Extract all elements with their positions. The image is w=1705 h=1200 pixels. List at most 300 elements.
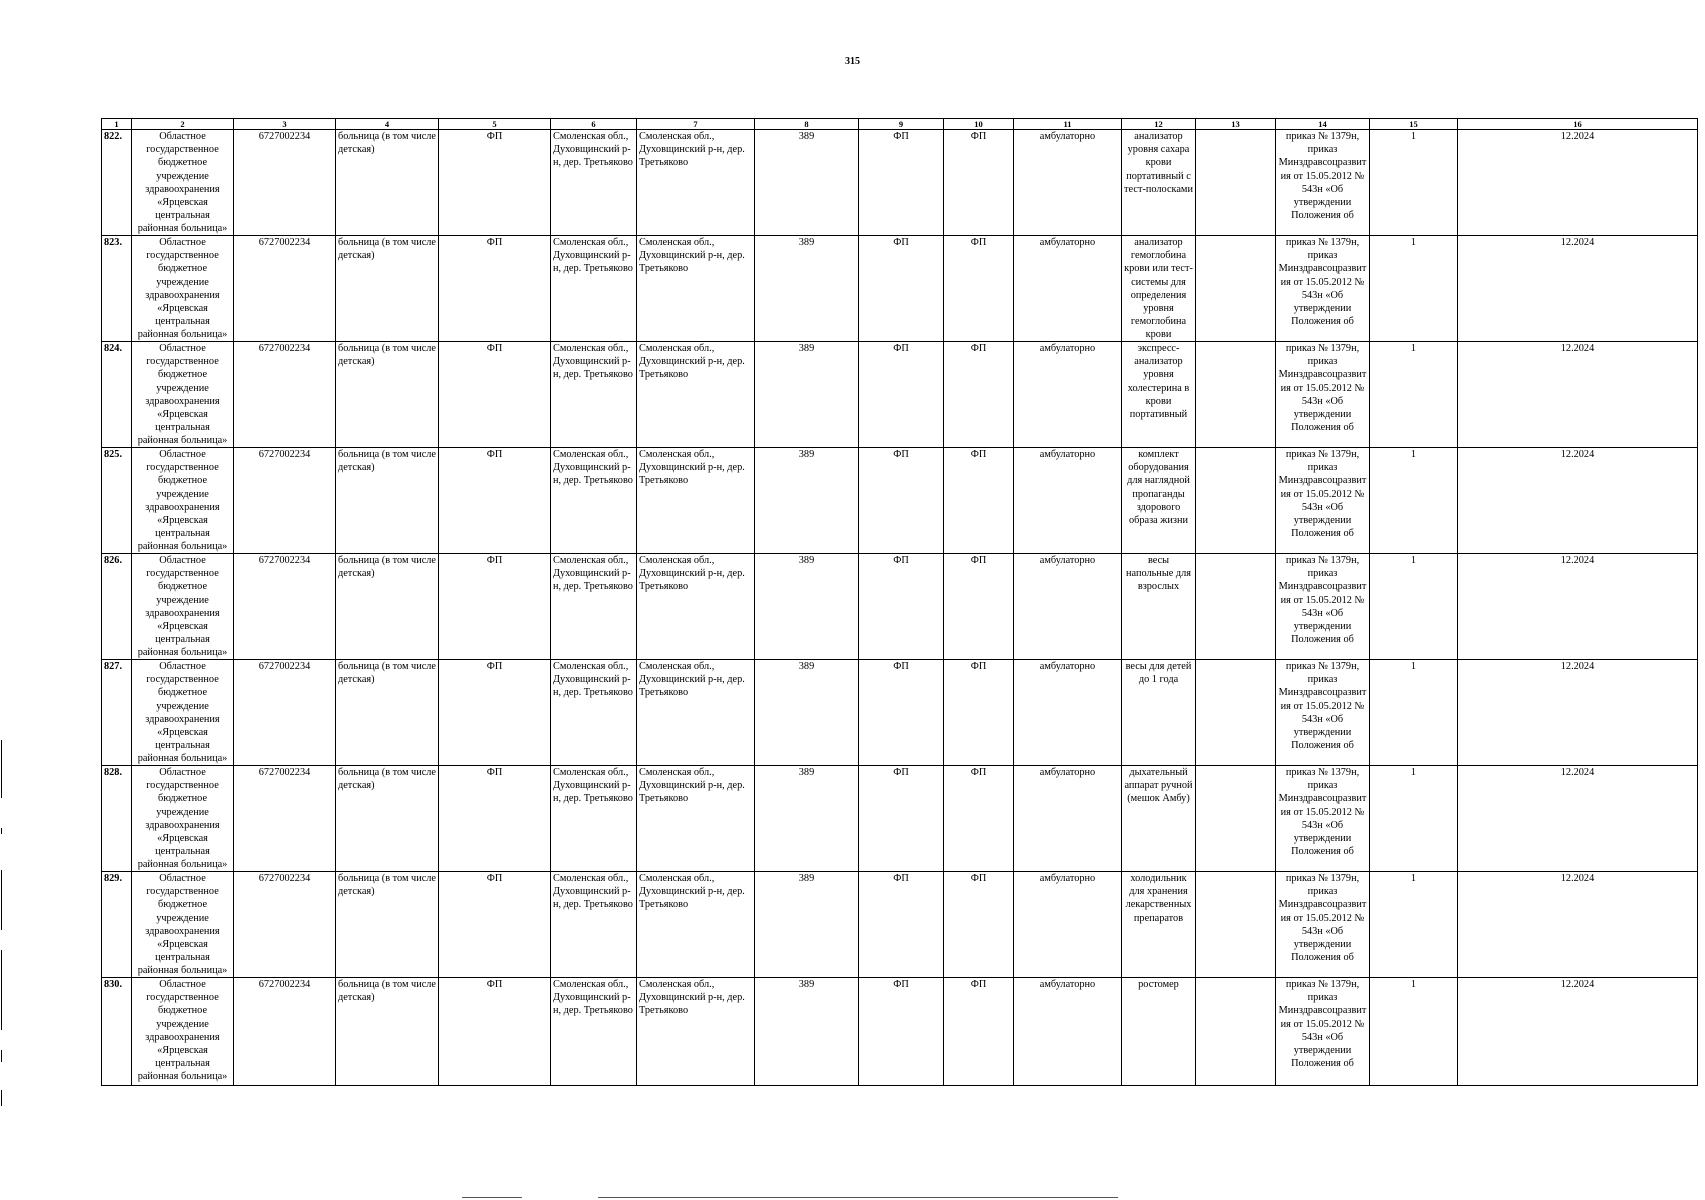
subdivision-kind-cell <box>944 236 1014 342</box>
row-number: 825. <box>104 449 123 460</box>
deadline-date: 12.2024 <box>1560 343 1595 354</box>
care-conditions-cell <box>1014 448 1122 554</box>
legal-address-cell <box>551 978 637 1086</box>
organization-name-cell <box>132 236 234 342</box>
order-reference-cell <box>1276 342 1370 448</box>
deadline-date-cell <box>1458 978 1698 1086</box>
column-header: 4 <box>336 119 439 130</box>
quantity-cell <box>1370 448 1458 554</box>
empty-cell-cell <box>1196 342 1276 448</box>
actual-address-cell <box>637 130 755 236</box>
unit-type: ФП <box>486 343 503 354</box>
subdivision-kind: ФП <box>970 343 987 354</box>
footer-line-right <box>598 1197 1118 1198</box>
column-header: 7 <box>637 119 755 130</box>
subdivision-type: ФП <box>893 661 909 672</box>
empty-cell-cell <box>1196 872 1276 978</box>
equipment-name: дыхательный аппарат ручной (мешок Амбу) <box>1124 767 1193 805</box>
organization-name: Областное государственное бюджетное учреждение здравоохранения «Ярцевская центральная районная больница» <box>137 449 228 552</box>
quantity: 1 <box>1410 237 1417 248</box>
empty-cell <box>1198 872 1273 976</box>
quantity-cell <box>1370 766 1458 872</box>
care-conditions-cell <box>1014 766 1122 872</box>
legal-address-cell <box>551 766 637 872</box>
actual-address: Смоленская обл., Духовщинский р-н, дер. Третьяково <box>639 979 745 1017</box>
deadline-date: 12.2024 <box>1560 661 1595 672</box>
subdivision-kind: ФП <box>970 237 987 248</box>
subdivision-type-cell <box>859 978 944 1086</box>
subdivision-kind-cell <box>944 554 1014 660</box>
equipment-name: комплект оборудования для наглядной пропаганды здорового образа жизни <box>1127 449 1190 527</box>
inn-code-cell <box>234 130 336 236</box>
row-number: 824. <box>104 343 123 354</box>
population-count-cell <box>755 448 859 554</box>
empty-cell-cell <box>1196 978 1276 1086</box>
column-header: 13 <box>1196 119 1276 130</box>
population-count-cell <box>755 978 859 1086</box>
organization-name-cell <box>132 342 234 448</box>
organization-name: Областное государственное бюджетное учреждение здравоохранения «Ярцевская центральная районная больница» <box>137 767 228 870</box>
empty-cell <box>1198 448 1273 552</box>
row-number-cell <box>102 342 132 448</box>
row-number-cell <box>102 766 132 872</box>
equipment-name: весы для детей до 1 года <box>1125 661 1192 686</box>
order-reference: приказ № 1379н, приказ Минздравсоцразвития от 15.05.2012 № 543н «Об утверждении Положения об <box>1278 449 1367 540</box>
deadline-date-cell <box>1458 130 1698 236</box>
facility-type-cell <box>336 236 439 342</box>
legal-address-cell <box>551 872 637 978</box>
quantity-cell <box>1370 660 1458 766</box>
empty-cell <box>1198 978 1273 1082</box>
subdivision-type-cell <box>859 130 944 236</box>
deadline-date: 12.2024 <box>1560 237 1595 248</box>
organization-name: Областное государственное бюджетное учреждение здравоохранения «Ярцевская центральная районная больница» <box>137 873 228 976</box>
equipment-name: ростомер <box>1138 979 1179 990</box>
equipment-name-cell <box>1122 766 1196 872</box>
deadline-date-cell <box>1458 872 1698 978</box>
population-count-cell <box>755 660 859 766</box>
facility-type-cell <box>336 130 439 236</box>
facility-type: больница (в том числе детская) <box>338 555 436 580</box>
quantity-cell <box>1370 872 1458 978</box>
facility-type: больница (в том числе детская) <box>338 873 436 898</box>
table-row <box>102 660 1698 766</box>
equipment-name-cell <box>1122 130 1196 236</box>
unit-type-cell <box>439 660 551 766</box>
population-count: 389 <box>798 237 815 248</box>
inn-code-cell <box>234 554 336 660</box>
population-count: 389 <box>798 555 815 566</box>
order-reference: приказ № 1379н, приказ Минздравсоцразвития от 15.05.2012 № 543н «Об утверждении Положения об <box>1278 237 1367 328</box>
empty-cell <box>1198 130 1273 234</box>
quantity-cell <box>1370 978 1458 1086</box>
empty-cell-cell <box>1196 554 1276 660</box>
organization-name-cell <box>132 872 234 978</box>
organization-name-cell <box>132 766 234 872</box>
deadline-date: 12.2024 <box>1560 131 1595 142</box>
order-reference: приказ № 1379н, приказ Минздравсоцразвития от 15.05.2012 № 543н «Об утверждении Положения об <box>1278 555 1367 646</box>
equipment-name-cell <box>1122 978 1196 1086</box>
subdivision-type-cell <box>859 448 944 554</box>
subdivision-kind: ФП <box>970 767 987 778</box>
facility-type-cell <box>336 342 439 448</box>
deadline-date-cell <box>1458 766 1698 872</box>
inn-code: 6727002234 <box>258 449 311 460</box>
column-header: 10 <box>944 119 1014 130</box>
actual-address-cell <box>637 872 755 978</box>
facility-type-cell <box>336 872 439 978</box>
legal-address: Смоленская обл., Духовщинский р-н, дер. Третьяково <box>553 767 633 805</box>
table-row <box>102 872 1698 978</box>
facility-type: больница (в том числе детская) <box>338 767 436 792</box>
unit-type: ФП <box>486 767 503 778</box>
column-header: 1 <box>102 119 132 130</box>
order-reference-cell <box>1276 130 1370 236</box>
organization-name-cell <box>132 448 234 554</box>
facility-type: больница (в том числе детская) <box>338 131 436 156</box>
actual-address-cell <box>637 448 755 554</box>
unit-type-cell <box>439 554 551 660</box>
row-number: 826. <box>104 555 123 566</box>
page-number: 315 <box>845 56 860 67</box>
deadline-date: 12.2024 <box>1560 449 1595 460</box>
facility-type-cell <box>336 448 439 554</box>
subdivision-type: ФП <box>893 449 909 460</box>
column-header: 15 <box>1370 119 1458 130</box>
facility-type: больница (в том числе детская) <box>338 343 436 368</box>
equipment-name: анализатор гемоглобина крови или тест-системы для определения уровня гемоглобина крови <box>1124 237 1193 340</box>
organization-name-cell <box>132 554 234 660</box>
table-row <box>102 554 1698 660</box>
organization-name: Областное государственное бюджетное учреждение здравоохранения «Ярцевская центральная районная больница» <box>137 555 228 658</box>
subdivision-type: ФП <box>893 873 909 884</box>
column-header: 12 <box>1122 119 1196 130</box>
equipment-name: анализатор уровня сахара крови портативный с тест-полосками <box>1124 131 1193 195</box>
empty-cell-cell <box>1196 660 1276 766</box>
row-number-cell <box>102 554 132 660</box>
footer-line-left <box>462 1197 522 1198</box>
facility-type: больница (в том числе детская) <box>338 449 436 474</box>
unit-type-cell <box>439 130 551 236</box>
order-reference-cell <box>1276 872 1370 978</box>
subdivision-kind-cell <box>944 130 1014 236</box>
unit-type: ФП <box>486 661 503 672</box>
care-conditions-cell <box>1014 130 1122 236</box>
population-count: 389 <box>798 979 815 990</box>
scan-margin-marks <box>0 740 4 1160</box>
deadline-date-cell <box>1458 660 1698 766</box>
column-header: 5 <box>439 119 551 130</box>
empty-cell <box>1198 554 1273 658</box>
order-reference: приказ № 1379н, приказ Минздравсоцразвития от 15.05.2012 № 543н «Об утверждении Положения об <box>1278 131 1367 222</box>
order-reference: приказ № 1379н, приказ Минздравсоцразвития от 15.05.2012 № 543н «Об утверждении Положения об <box>1278 979 1367 1070</box>
organization-name: Областное государственное бюджетное учреждение здравоохранения «Ярцевская центральная районная больница» <box>137 979 228 1082</box>
quantity: 1 <box>1410 555 1417 566</box>
organization-name-cell <box>132 660 234 766</box>
quantity: 1 <box>1410 661 1417 672</box>
unit-type: ФП <box>486 237 503 248</box>
inn-code: 6727002234 <box>258 131 311 142</box>
order-reference: приказ № 1379н, приказ Минздравсоцразвития от 15.05.2012 № 543н «Об утверждении Положения об <box>1278 873 1367 964</box>
subdivision-kind: ФП <box>970 979 987 990</box>
care-conditions: амбулаторно <box>1039 237 1096 248</box>
order-reference: приказ № 1379н, приказ Минздравсоцразвития от 15.05.2012 № 543н «Об утверждении Положения об <box>1278 343 1367 434</box>
order-reference: приказ № 1379н, приказ Минздравсоцразвития от 15.05.2012 № 543н «Об утверждении Положения об <box>1278 767 1367 858</box>
subdivision-type: ФП <box>893 343 909 354</box>
quantity: 1 <box>1410 767 1417 778</box>
actual-address-cell <box>637 554 755 660</box>
subdivision-kind-cell <box>944 660 1014 766</box>
actual-address: Смоленская обл., Духовщинский р-н, дер. Третьяково <box>639 767 745 805</box>
table-row <box>102 130 1698 236</box>
subdivision-type-cell <box>859 872 944 978</box>
row-number: 828. <box>104 767 123 778</box>
facility-type-cell <box>336 660 439 766</box>
subdivision-kind-cell <box>944 872 1014 978</box>
deadline-date: 12.2024 <box>1560 979 1595 990</box>
empty-cell-cell <box>1196 448 1276 554</box>
care-conditions-cell <box>1014 660 1122 766</box>
legal-address: Смоленская обл., Духовщинский р-н, дер. Третьяково <box>553 661 633 699</box>
row-number-cell <box>102 236 132 342</box>
subdivision-kind-cell <box>944 766 1014 872</box>
facility-type: больница (в том числе детская) <box>338 661 436 686</box>
unit-type: ФП <box>486 873 503 884</box>
legal-address-cell <box>551 448 637 554</box>
actual-address-cell <box>637 660 755 766</box>
row-number-cell <box>102 872 132 978</box>
deadline-date: 12.2024 <box>1560 767 1595 778</box>
legal-address-cell <box>551 236 637 342</box>
order-reference: приказ № 1379н, приказ Минздравсоцразвития от 15.05.2012 № 543н «Об утверждении Положения об <box>1278 661 1367 752</box>
quantity-cell <box>1370 236 1458 342</box>
subdivision-type-cell <box>859 554 944 660</box>
equipment-name-cell <box>1122 448 1196 554</box>
row-number: 830. <box>104 979 123 990</box>
deadline-date-cell <box>1458 448 1698 554</box>
organization-name: Областное государственное бюджетное учреждение здравоохранения «Ярцевская центральная районная больница» <box>137 131 228 234</box>
row-number: 823. <box>104 237 123 248</box>
column-header: 3 <box>234 119 336 130</box>
quantity-cell <box>1370 554 1458 660</box>
subdivision-kind: ФП <box>970 873 987 884</box>
subdivision-kind-cell <box>944 978 1014 1086</box>
empty-cell <box>1198 766 1273 870</box>
column-header: 14 <box>1276 119 1370 130</box>
column-header: 16 <box>1458 119 1698 130</box>
order-reference-cell <box>1276 554 1370 660</box>
row-number: 827. <box>104 661 123 672</box>
column-header: 11 <box>1014 119 1122 130</box>
quantity: 1 <box>1410 979 1417 990</box>
organization-name: Областное государственное бюджетное учреждение здравоохранения «Ярцевская центральная районная больница» <box>137 661 228 764</box>
actual-address: Смоленская обл., Духовщинский р-н, дер. Третьяково <box>639 449 745 487</box>
population-count-cell <box>755 236 859 342</box>
quantity: 1 <box>1410 873 1417 884</box>
quantity-cell <box>1370 130 1458 236</box>
care-conditions: амбулаторно <box>1039 767 1096 778</box>
care-conditions: амбулаторно <box>1039 343 1096 354</box>
table-row <box>102 236 1698 342</box>
equipment-name-cell <box>1122 872 1196 978</box>
quantity: 1 <box>1410 449 1417 460</box>
organization-name: Областное государственное бюджетное учреждение здравоохранения «Ярцевская центральная районная больница» <box>137 237 228 340</box>
actual-address-cell <box>637 236 755 342</box>
subdivision-kind-cell <box>944 448 1014 554</box>
legal-address: Смоленская обл., Духовщинский р-н, дер. Третьяково <box>553 343 633 381</box>
subdivision-type-cell <box>859 660 944 766</box>
table-row <box>102 766 1698 872</box>
subdivision-type-cell <box>859 236 944 342</box>
column-header: 8 <box>755 119 859 130</box>
legal-address: Смоленская обл., Духовщинский р-н, дер. Третьяково <box>553 979 633 1017</box>
inn-code-cell <box>234 342 336 448</box>
quantity-cell <box>1370 342 1458 448</box>
inn-code-cell <box>234 766 336 872</box>
inn-code: 6727002234 <box>258 979 311 990</box>
actual-address: Смоленская обл., Духовщинский р-н, дер. Третьяково <box>639 555 745 593</box>
actual-address-cell <box>637 766 755 872</box>
inn-code-cell <box>234 236 336 342</box>
legal-address-cell <box>551 554 637 660</box>
care-conditions: амбулаторно <box>1039 873 1096 884</box>
population-count: 389 <box>798 661 815 672</box>
unit-type-cell <box>439 978 551 1086</box>
subdivision-type-cell <box>859 342 944 448</box>
legal-address: Смоленская обл., Духовщинский р-н, дер. Третьяково <box>553 449 633 487</box>
actual-address-cell <box>637 978 755 1086</box>
inn-code-cell <box>234 978 336 1086</box>
row-number-cell <box>102 660 132 766</box>
legal-address: Смоленская обл., Духовщинский р-н, дер. Третьяково <box>553 555 633 593</box>
organization-name: Областное государственное бюджетное учреждение здравоохранения «Ярцевская центральная районная больница» <box>137 343 228 446</box>
legal-address: Смоленская обл., Духовщинский р-н, дер. Третьяково <box>553 131 633 169</box>
equipment-name-cell <box>1122 660 1196 766</box>
inn-code: 6727002234 <box>258 767 311 778</box>
inn-code: 6727002234 <box>258 555 311 566</box>
inn-code: 6727002234 <box>258 873 311 884</box>
care-conditions: амбулаторно <box>1039 449 1096 460</box>
inn-code: 6727002234 <box>258 237 311 248</box>
legal-address: Смоленская обл., Духовщинский р-н, дер. Третьяково <box>553 873 633 911</box>
equipment-name-cell <box>1122 554 1196 660</box>
unit-type: ФП <box>486 131 503 142</box>
legal-address-cell <box>551 660 637 766</box>
care-conditions-cell <box>1014 554 1122 660</box>
equipment-register-table <box>101 118 1698 1086</box>
legal-address: Смоленская обл., Духовщинский р-н, дер. Третьяково <box>553 237 633 275</box>
unit-type-cell <box>439 236 551 342</box>
subdivision-type: ФП <box>893 555 909 566</box>
unit-type-cell <box>439 342 551 448</box>
subdivision-type: ФП <box>893 131 909 142</box>
row-number: 822. <box>104 131 123 142</box>
care-conditions-cell <box>1014 872 1122 978</box>
unit-type: ФП <box>486 449 503 460</box>
inn-code-cell <box>234 448 336 554</box>
population-count-cell <box>755 872 859 978</box>
subdivision-type-cell <box>859 766 944 872</box>
order-reference-cell <box>1276 448 1370 554</box>
inn-code: 6727002234 <box>258 661 311 672</box>
column-header: 2 <box>132 119 234 130</box>
row-number-cell <box>102 130 132 236</box>
population-count-cell <box>755 342 859 448</box>
row-number: 829. <box>104 873 123 884</box>
organization-name-cell <box>132 130 234 236</box>
empty-cell-cell <box>1196 130 1276 236</box>
subdivision-kind: ФП <box>970 555 987 566</box>
unit-type-cell <box>439 448 551 554</box>
facility-type: больница (в том числе детская) <box>338 237 436 262</box>
subdivision-kind-cell <box>944 342 1014 448</box>
actual-address: Смоленская обл., Духовщинский р-н, дер. Третьяково <box>639 661 745 699</box>
facility-type: больница (в том числе детская) <box>338 979 436 1004</box>
population-count: 389 <box>798 449 815 460</box>
column-number-header-row <box>102 119 1698 130</box>
inn-code-cell <box>234 872 336 978</box>
population-count: 389 <box>798 131 815 142</box>
order-reference-cell <box>1276 978 1370 1086</box>
quantity: 1 <box>1410 131 1417 142</box>
quantity: 1 <box>1410 343 1417 354</box>
legal-address-cell <box>551 130 637 236</box>
facility-type-cell <box>336 766 439 872</box>
facility-type-cell <box>336 554 439 660</box>
population-count-cell <box>755 554 859 660</box>
actual-address-cell <box>637 342 755 448</box>
empty-cell-cell <box>1196 766 1276 872</box>
column-header: 6 <box>551 119 637 130</box>
equipment-name-cell <box>1122 342 1196 448</box>
order-reference-cell <box>1276 766 1370 872</box>
subdivision-kind: ФП <box>970 661 987 672</box>
actual-address: Смоленская обл., Духовщинский р-н, дер. Третьяково <box>639 873 745 911</box>
care-conditions-cell <box>1014 978 1122 1086</box>
organization-name-cell <box>132 978 234 1086</box>
empty-cell <box>1198 660 1273 764</box>
subdivision-type: ФП <box>893 237 909 248</box>
empty-cell-cell <box>1196 236 1276 342</box>
actual-address: Смоленская обл., Духовщинский р-н, дер. Третьяково <box>639 131 745 169</box>
care-conditions-cell <box>1014 342 1122 448</box>
actual-address: Смоленская обл., Духовщинский р-н, дер. Третьяково <box>639 343 745 381</box>
unit-type: ФП <box>486 979 503 990</box>
inn-code: 6727002234 <box>258 343 311 354</box>
row-number-cell <box>102 978 132 1086</box>
unit-type-cell <box>439 872 551 978</box>
subdivision-type: ФП <box>893 767 909 778</box>
legal-address-cell <box>551 342 637 448</box>
equipment-name: холодильник для хранения лекарственных препаратов <box>1125 873 1192 924</box>
table-row <box>102 978 1698 1086</box>
subdivision-type: ФП <box>893 979 909 990</box>
care-conditions: амбулаторно <box>1039 131 1096 142</box>
deadline-date-cell <box>1458 236 1698 342</box>
care-conditions-cell <box>1014 236 1122 342</box>
care-conditions: амбулаторно <box>1039 555 1096 566</box>
empty-cell <box>1198 236 1273 340</box>
order-reference-cell <box>1276 236 1370 342</box>
actual-address: Смоленская обл., Духовщинский р-н, дер. Третьяково <box>639 237 745 275</box>
care-conditions: амбулаторно <box>1039 979 1096 990</box>
population-count-cell <box>755 130 859 236</box>
equipment-name: экспресс-анализатор уровня холестерина в крови портативный <box>1127 343 1190 421</box>
equipment-name-cell <box>1122 236 1196 342</box>
deadline-date-cell <box>1458 554 1698 660</box>
population-count-cell <box>755 766 859 872</box>
deadline-date: 12.2024 <box>1560 555 1595 566</box>
